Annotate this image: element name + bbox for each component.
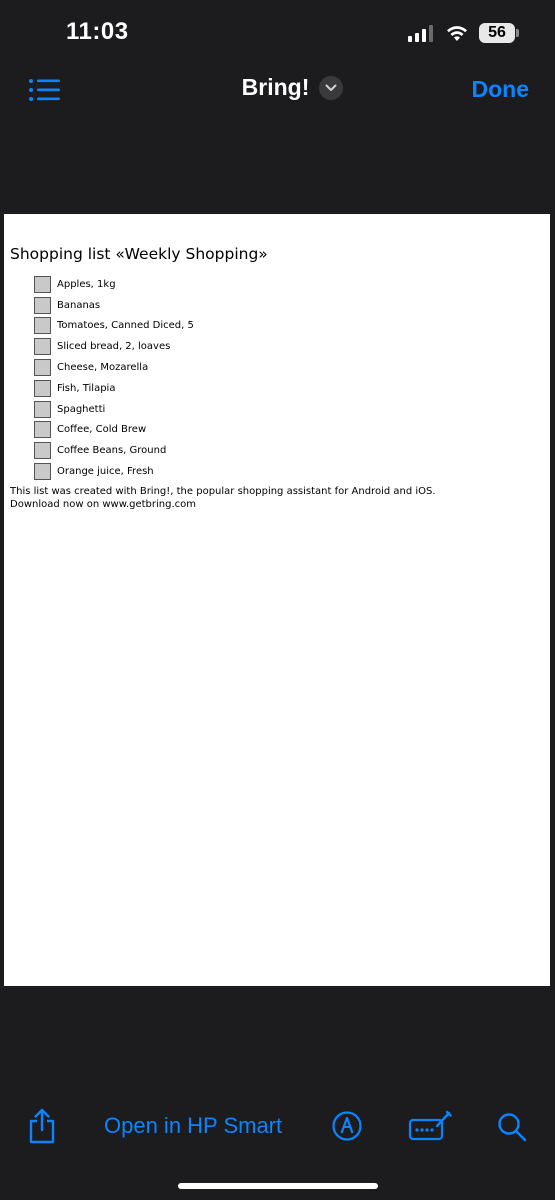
checkbox [34, 359, 51, 376]
checkbox [34, 380, 51, 397]
list-item [34, 440, 194, 461]
list-item [34, 461, 194, 482]
markup-icon[interactable] [332, 1111, 362, 1141]
cellular-signal-icon [408, 24, 433, 42]
home-indicator [178, 1183, 378, 1189]
item-label: Orange juice, Fresh [57, 466, 154, 478]
item-label: Fish, Tilapia [57, 382, 116, 394]
footer-line: This list was created with Bring!, the popular shopping assistant for Android and iOS. [10, 486, 436, 497]
item-label: Bananas [57, 299, 101, 311]
open-in-hp-smart-button[interactable]: Open in HP Smart [104, 1113, 283, 1138]
list-item [34, 295, 194, 316]
wifi-icon [445, 24, 469, 42]
checkbox [34, 338, 51, 355]
item-label: Apples, 1kg [57, 278, 116, 290]
search-icon[interactable] [497, 1112, 527, 1142]
shopping-list-title: Shopping list «Weekly Shopping» [10, 245, 268, 263]
keyboard-signature-icon[interactable] [408, 1110, 452, 1142]
document-page [4, 214, 550, 986]
battery-indicator: 56 [479, 23, 515, 43]
list-item [34, 274, 194, 295]
status-time: 11:03 [66, 18, 129, 45]
item-label: Coffee Beans, Ground [57, 445, 167, 457]
list-item [34, 399, 194, 420]
item-label: Cheese, Mozarella [57, 362, 149, 374]
checkbox [34, 401, 51, 418]
checkbox [34, 297, 51, 314]
title-menu-button[interactable] [319, 76, 343, 100]
list-item [34, 378, 194, 399]
list-item [34, 316, 194, 337]
done-button[interactable]: Done [471, 76, 529, 102]
checkbox [34, 442, 51, 459]
list-item [34, 336, 194, 357]
checkbox [34, 317, 51, 334]
list-item [34, 357, 194, 378]
item-label: Coffee, Cold Brew [57, 424, 147, 436]
status-icons [408, 22, 515, 44]
chevron-down-icon [325, 84, 337, 92]
document-footer [10, 485, 436, 511]
checkbox [34, 421, 51, 438]
shopping-items-list [34, 274, 194, 482]
item-label: Spaghetti [57, 403, 106, 415]
item-label: Tomatoes, Canned Diced, 5 [57, 320, 194, 332]
checkbox [34, 276, 51, 293]
document-title[interactable]: Bring! [241, 74, 310, 100]
share-icon[interactable] [28, 1108, 56, 1144]
checkbox [34, 463, 51, 480]
item-label: Sliced bread, 2, loaves [57, 341, 171, 353]
list-item [34, 420, 194, 441]
footer-line: Download now on www.getbring.com [10, 499, 197, 510]
